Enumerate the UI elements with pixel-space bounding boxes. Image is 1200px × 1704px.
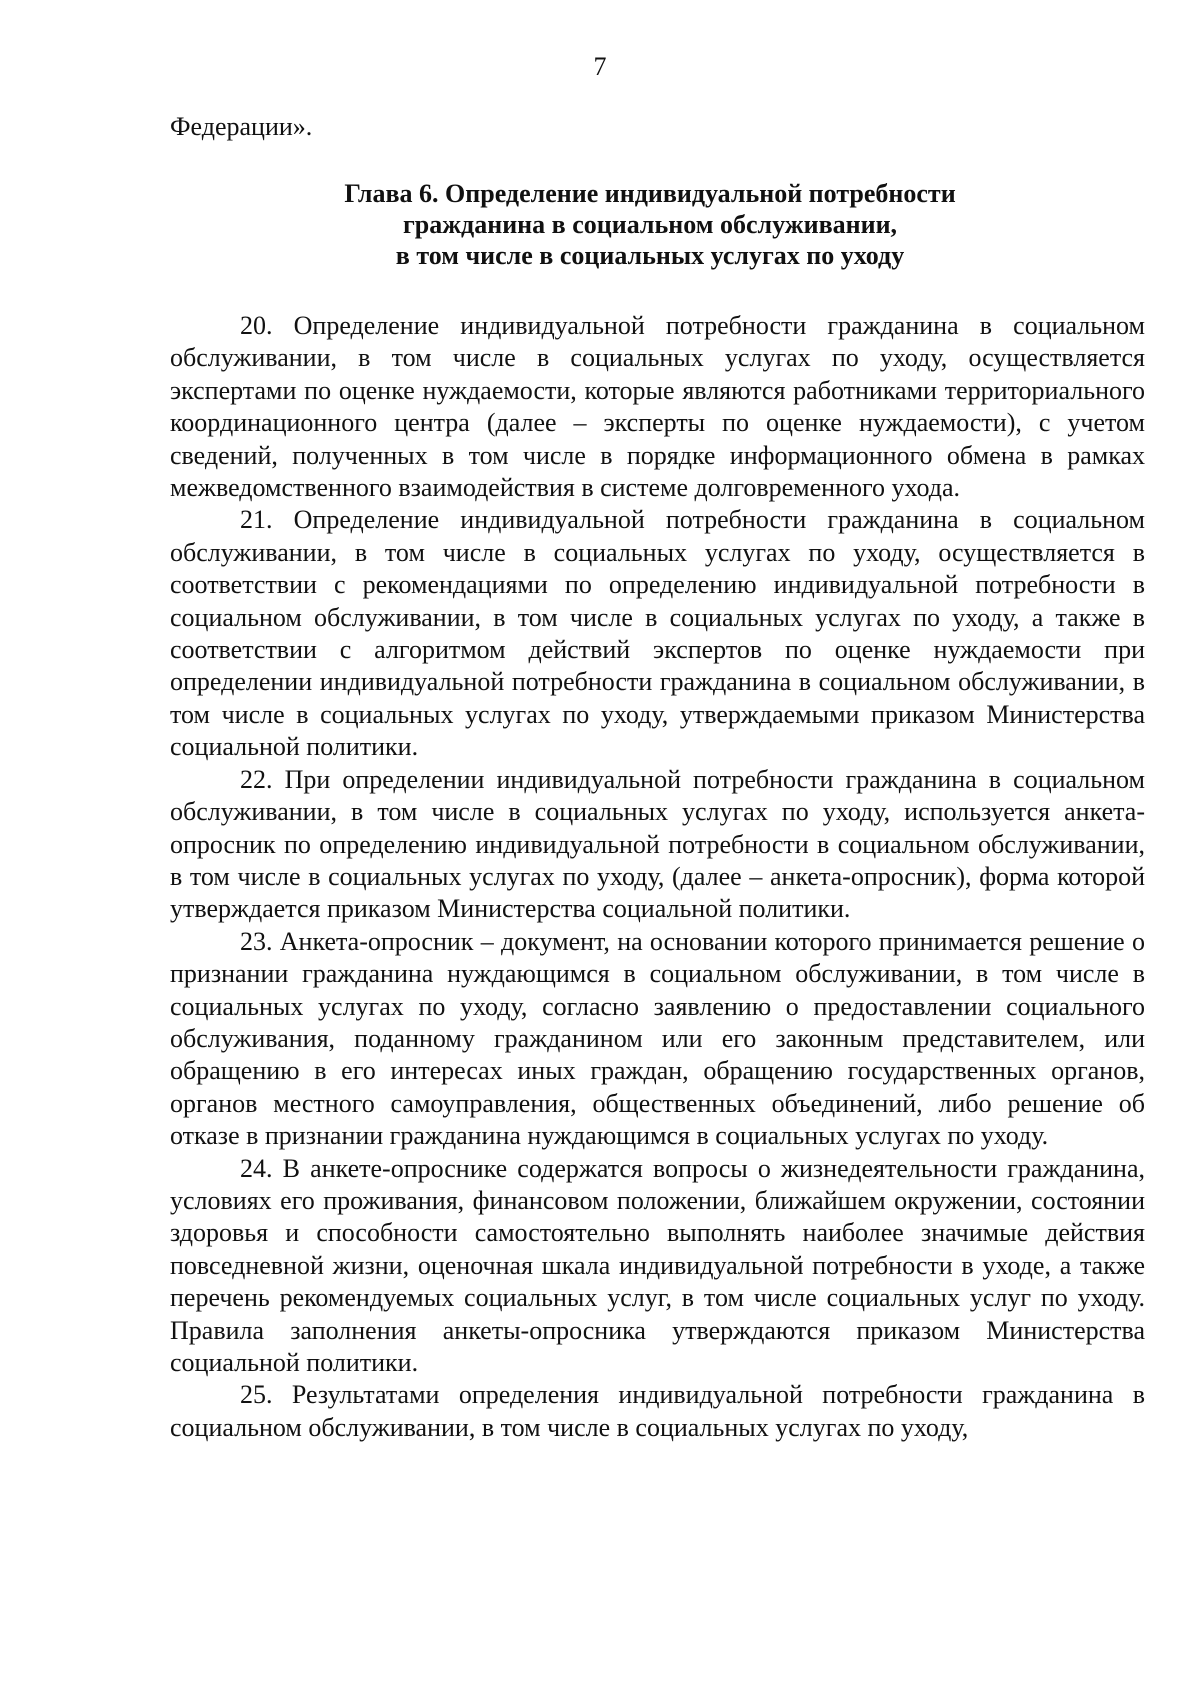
chapter-heading-line: гражданина в социальном обслуживании, (402, 210, 898, 239)
paragraph-22: 22. При определении индивидуальной потребности гражданина в социальном обслуживании, в том числе в социальных услугах по уходу, используется анкета-опросник по определению индивидуальной потребности в социальном обслуживании, в том числе в социальных услугах по уходу, (далее – анкета-опросник), форма которой утверждается приказом Министерства социальной политики. (170, 764, 1145, 924)
chapter-heading-line: Глава 6. Определение индивидуальной потребности (344, 179, 956, 208)
continued-text: Федерации». (170, 112, 313, 141)
paragraph-25: 25. Результатами определения индивидуальной потребности гражданина в социальном обслуживании, в том числе в социальных услугах по уходу, (170, 1380, 1145, 1442)
chapter-heading (170, 178, 1130, 271)
page-number: 7 (593, 52, 607, 81)
paragraph-21: 21. Определение индивидуальной потребности гражданина в социальном обслуживании, в том числе в социальных услугах по уходу, осуществляется в соответствии с рекомендациями по определению индивидуальной потребности в социальном обслуживании, в том числе в социальных услугах по уходу, а также в соответствии с алгоритмом действий экспертов по оценке нуждаемости при определении индивидуальной потребности гражданина в социальном обслуживании, в том числе в социальных услугах по уходу, утверждаемыми приказом Министерства социальной политики. (170, 505, 1145, 762)
paragraph-23: 23. Анкета-опросник – документ, на основании которого принимается решение о признании гражданина нуждающимся в социальном обслуживании, в том числе в социальных услугах по уходу, согласно заявлению о предоставлении социального обслуживания, поданному гражданином или его законным представителем, или обращению в его интересах иных граждан, обращению государственных органов, органов местного самоуправления, общественных объединений, либо решение об отказе в признании гражданина нуждающимся в социальных услугах по уходу. (170, 926, 1145, 1151)
paragraph-24: 24. В анкете-опроснике содержатся вопросы о жизнедеятельности гражданина, условиях его проживания, финансовом положении, ближайшем окружении, состоянии здоровья и способности самостоятельно выполнять наиболее значимые действия повседневной жизни, оценочная шкала индивидуальной потребности в уходе, а также перечень рекомендуемых социальных услуг, в том числе социальных услуг по уходу. Правила заполнения анкеты-опросника утверждаются приказом Министерства социальной политики. (170, 1153, 1145, 1377)
paragraph-20: 20. Определение индивидуальной потребности гражданина в социальном обслуживании, в том числе в социальных услугах по уходу, осуществляется экспертами по оценке нуждаемости, которые являются работниками территориального координационного центра (далее – эксперты по оценке нуждаемости), с учетом сведений, полученных в том числе в порядке информационного обмена в рамках межведомственного взаимодействия в системе долговременного ухода. (170, 311, 1145, 503)
document-body (170, 310, 1145, 1444)
chapter-heading-line: в том числе в социальных услугах по уходу (395, 241, 905, 270)
